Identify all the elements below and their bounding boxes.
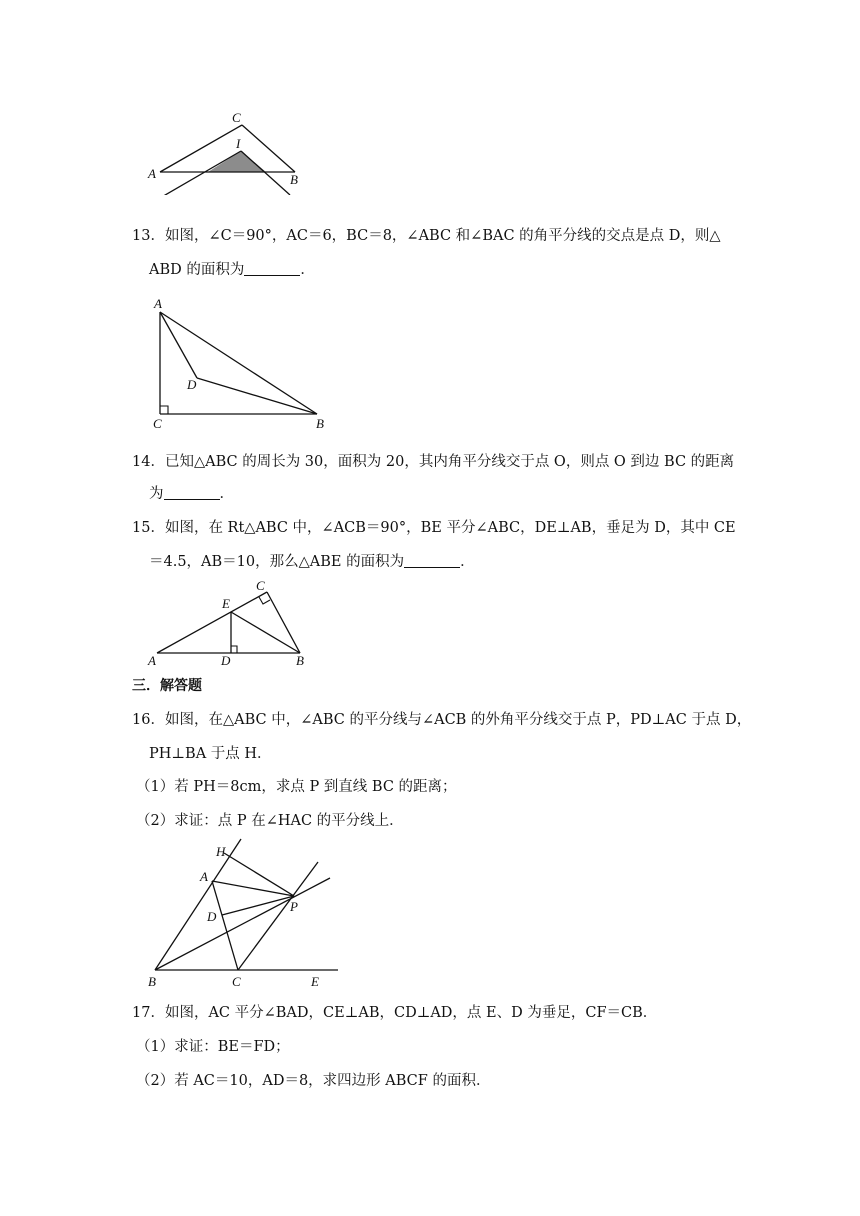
label-b: B: [148, 974, 156, 989]
label-c: C: [153, 416, 162, 431]
q13-line2-end: ．: [300, 262, 315, 278]
q15-line2-text: ＝4.5，AB＝10，那么△ABE 的面积为: [149, 554, 405, 570]
ray-bh: [155, 839, 241, 970]
q14-line2-end: ．: [219, 486, 234, 502]
label-a: A: [148, 166, 156, 181]
label-b: B: [290, 172, 298, 187]
shaded-triangle: [208, 151, 266, 172]
label-a: A: [148, 653, 156, 668]
figure-q15: [145, 576, 325, 668]
q16-line2: PH⊥BA 于点 H．: [149, 746, 272, 762]
q13-answer-blank[interactable]: [244, 261, 300, 276]
q16-part2: （2）求证：点 P 在∠HAC 的平分线上．: [136, 813, 404, 829]
label-h: H: [216, 844, 226, 859]
label-c: C: [232, 974, 241, 989]
section-title: 三．解答题: [132, 678, 202, 694]
q16-line1: 16．如图，在△ABC 中，∠ABC 的平分线与∠ACB 的外角平分线交于点 P，PD⊥AC 于点 D，: [132, 712, 752, 728]
q13-line2-text: ABD 的面积为: [149, 262, 245, 278]
figure-q12: [140, 105, 310, 195]
segment-ad: [160, 312, 197, 378]
right-angle-mark-c: [259, 597, 270, 604]
label-i: I: [236, 136, 241, 151]
label-d: D: [221, 653, 231, 668]
label-p: P: [290, 899, 298, 914]
label-c: C: [256, 578, 265, 593]
segment-ab: [160, 312, 317, 414]
label-a: A: [154, 296, 162, 311]
label-d: D: [187, 377, 197, 392]
figure-q16: [140, 836, 350, 996]
line-right-parallel: [241, 151, 290, 195]
figure-q16-svg: [140, 836, 350, 996]
line-left-parallel: [160, 151, 241, 195]
label-b: B: [316, 416, 324, 431]
figure-q15-svg: [145, 576, 325, 668]
q13-line1: 13．如图，∠C＝90°，AC＝6，BC＝8，∠ABC 和∠BAC 的角平分线的交点是点 D，则△: [132, 228, 721, 244]
q15-answer-blank[interactable]: [404, 553, 460, 568]
label-c: C: [232, 110, 241, 125]
right-angle-mark: [160, 406, 168, 414]
q14-answer-blank[interactable]: [164, 485, 220, 500]
label-a: A: [200, 869, 208, 884]
q15-line2: [149, 552, 475, 572]
right-angle-mark-d: [231, 646, 237, 653]
segment-db: [197, 378, 317, 414]
label-b: B: [296, 653, 304, 668]
q17-part1: （1）求证：BE＝FD；: [136, 1039, 290, 1055]
segment-dp: [222, 896, 294, 915]
segment-ac: [157, 592, 267, 653]
segment-ac: [212, 881, 238, 970]
figure-q13-svg: [145, 292, 335, 432]
q15-line2-end: ．: [460, 554, 475, 570]
q14-line2-text: 为: [149, 486, 164, 502]
figure-q12-svg: [140, 105, 310, 195]
segment-be: [231, 612, 300, 653]
q16-part1: （1）若 PH＝8cm，求点 P 到直线 BC 的距离；: [136, 779, 457, 795]
line-cp: [238, 862, 318, 970]
label-e: E: [222, 596, 230, 611]
q14-line1: 14．已知△ABC 的周长为 30，面积为 20，其内角平分线交于点 O，则点 O 到边 BC 的距离: [132, 454, 735, 470]
ray-bp: [155, 878, 330, 970]
q15-line1: 15．如图，在 Rt△ABC 中，∠ACB＝90°，BE 平分∠ABC，DE⊥AB，垂足为 D，其中 CE: [132, 520, 736, 536]
label-d: D: [207, 909, 217, 924]
q13-line2: [149, 260, 315, 280]
q14-line2: [149, 484, 234, 504]
q17-line1: 17．如图，AC 平分∠BAD，CE⊥AB，CD⊥AD，点 E、D 为垂足，CF＝CB．: [132, 1005, 658, 1021]
figure-q13: [145, 292, 335, 432]
q17-part2: （2）若 AC＝10，AD＝8，求四边形 ABCF 的面积．: [136, 1073, 491, 1089]
label-e: E: [311, 974, 319, 989]
